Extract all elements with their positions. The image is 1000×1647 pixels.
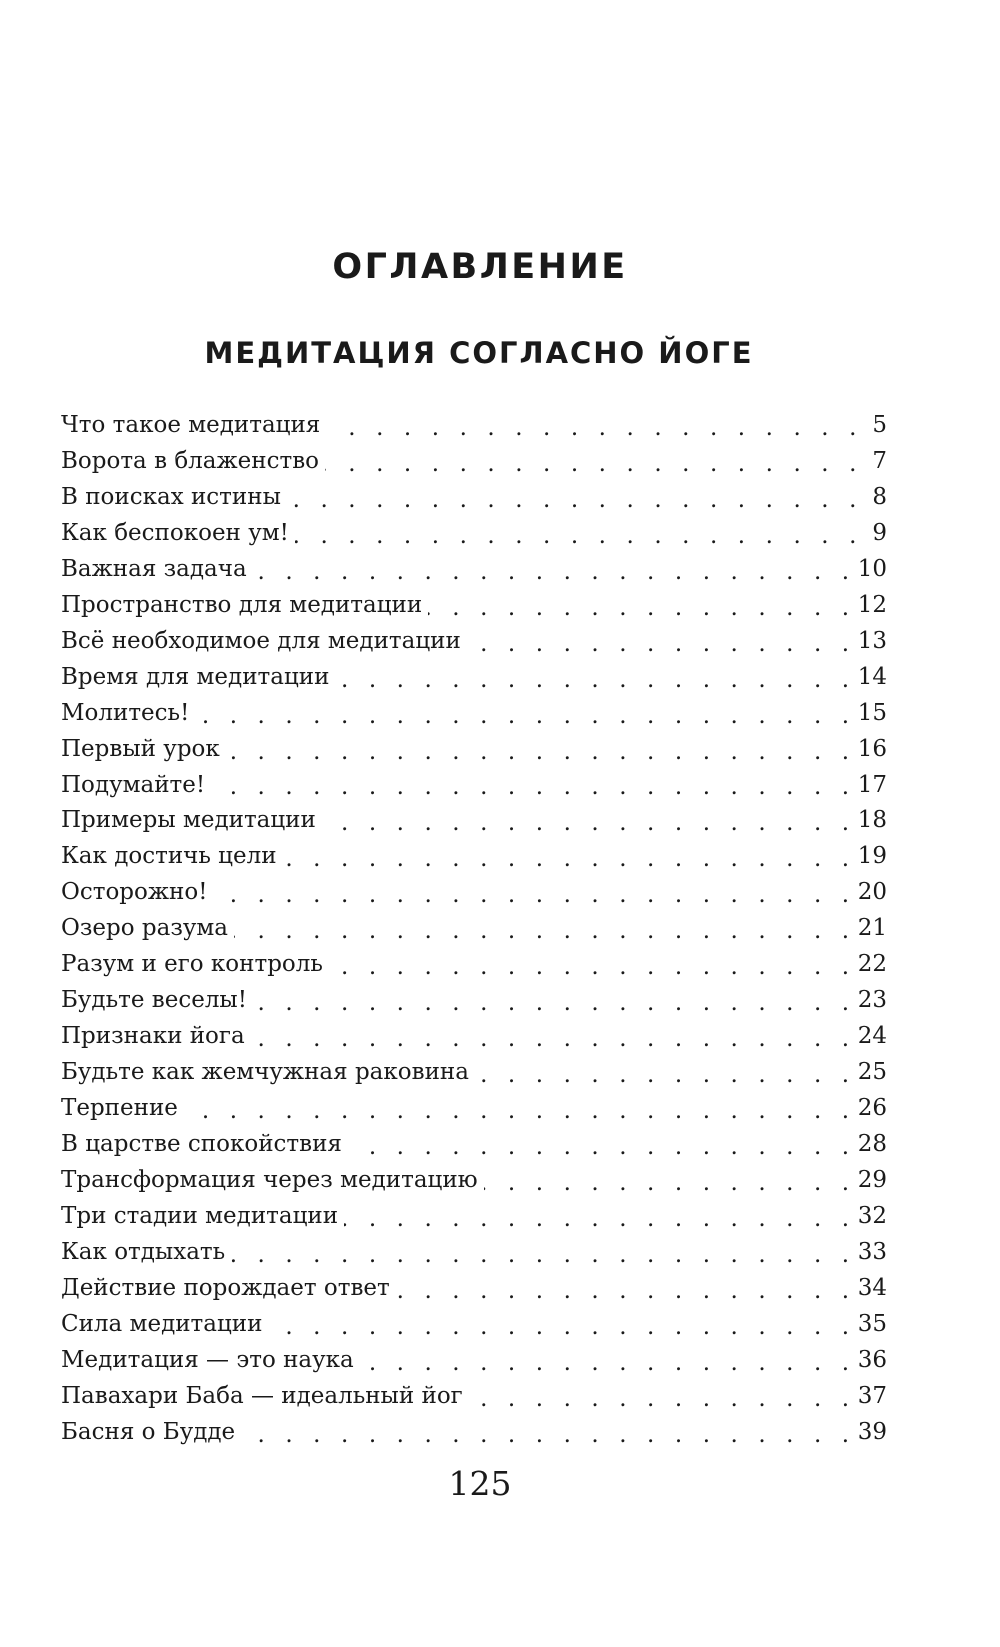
toc-entry-title: Время для медитации [61,662,335,692]
dot-leader [195,704,855,728]
toc-entry-page: 24 [857,1023,887,1050]
toc-entry [61,626,887,662]
dot-leader [322,811,856,835]
toc-entry-title: Ворота в блаженство [61,446,325,476]
toc-entry-title: Признаки йога [61,1021,251,1051]
dot-leader [325,452,863,476]
toc-entry-page: 26 [857,1095,887,1122]
toc-entry-page: 7 [872,447,887,474]
toc-entry [61,446,887,482]
toc-entry [61,1201,887,1237]
toc-entry-title: Примеры медитации [61,805,322,835]
toc-entry-title: В поисках истины [61,482,287,512]
toc-entry-title: Всё необходимое для медитации [61,626,467,656]
dot-leader [295,524,863,548]
dot-leader [226,740,856,764]
toc-entry-page: 9 [872,519,887,546]
toc-entry-page: 37 [857,1382,887,1409]
dot-leader [484,1171,856,1195]
toc-entry-title: Озеро разума [61,913,234,943]
toc-entry [61,1057,887,1093]
toc-entry-page: 20 [857,879,887,906]
toc-entry-page: 23 [857,987,887,1014]
toc-entry-page: 32 [857,1202,887,1229]
toc-entry [61,1093,887,1129]
toc-entry-page: 36 [857,1346,887,1373]
toc-entry-page: 22 [857,951,887,978]
toc-entry-page: 16 [857,735,887,762]
toc-entry-title: Медитация — это наука [61,1345,360,1375]
toc-entry-title: Трансформация через медитацию [61,1165,484,1195]
toc-entry-page: 34 [857,1274,887,1301]
toc-entry [61,1165,887,1201]
toc-entry [61,1417,887,1453]
page-number: 125 [448,1464,512,1503]
toc-entry-title: Важная задача [61,554,253,584]
toc-entry [61,554,887,590]
toc-entry-title: Терпение [61,1093,184,1123]
dot-leader [251,1027,856,1051]
toc-entry-title: Будьте как жемчужная раковина [61,1057,475,1087]
toc-entry-title: Басня о Будде [61,1417,241,1447]
dot-leader [469,1387,856,1411]
toc-entry [61,662,887,698]
toc-entry-page: 28 [857,1131,887,1158]
toc-entry-title: Осторожно! [61,877,213,907]
dot-leader [396,1279,856,1303]
dot-leader [475,1063,856,1087]
toc-entry-title: В царстве спокойствия [61,1129,348,1159]
toc-entry-title: Три стадии медитации [61,1201,344,1231]
dot-leader [211,775,856,799]
toc-entry [61,1273,887,1309]
contents-heading: ОГЛАВЛЕНИЕ [332,247,628,287]
dot-leader [241,1423,856,1447]
toc-entry-page: 25 [857,1059,887,1086]
toc-entry [61,1345,887,1381]
section-title: МЕДИТАЦИЯ СОГЛАСНО ЙОГЕ [204,336,754,370]
toc-entry-page: 15 [857,699,887,726]
toc-entry-title: Что такое медитация [61,410,326,440]
dot-leader [268,1315,855,1339]
toc-entry [61,949,887,985]
toc-entry-title: Пространство для медитации [61,590,428,620]
toc-entry-title: Молитесь! [61,698,195,728]
toc-entry [61,698,887,734]
dot-leader [213,883,855,907]
dot-leader [344,1207,856,1231]
toc-entry [61,410,887,446]
toc-entry-page: 12 [857,591,887,618]
toc-entry-page: 29 [857,1167,887,1194]
toc-entry-title: Как достичь цели [61,841,283,871]
dot-leader [253,991,856,1015]
dot-leader [253,560,856,584]
toc-entry [61,770,887,806]
toc-entry [61,590,887,626]
dot-leader [428,596,856,620]
toc-entry-title: Павахари Баба — идеальный йог [61,1381,469,1411]
toc-entry-page: 21 [857,915,887,942]
toc-entry [61,1381,887,1417]
dot-leader [348,1135,856,1159]
dot-leader [287,488,863,512]
toc-entry-title: Первый урок [61,734,226,764]
toc-entry-page: 39 [857,1418,887,1445]
toc-entry [61,734,887,770]
toc-entry-page: 5 [872,412,887,438]
toc-entry-title: Сила медитации [61,1309,268,1339]
toc-entry-title: Будьте веселы! [61,985,253,1015]
toc-entry-page: 10 [857,555,887,582]
toc-entry [61,841,887,877]
toc-entry [61,985,887,1021]
toc-entry [61,1021,887,1057]
toc-entry-page: 18 [857,807,887,834]
toc-entry-page: 17 [857,771,887,798]
toc-entry [61,1237,887,1273]
dot-leader [184,1099,856,1123]
dot-leader [231,1243,856,1267]
toc-entry-page: 13 [857,627,887,654]
toc-entry-page: 14 [857,663,887,690]
dot-leader [335,668,855,692]
toc-entry-title: Как беспокоен ум! [61,518,295,548]
dot-leader [283,847,856,871]
dot-leader [326,416,863,440]
toc-entry [61,482,887,518]
toc-entry-page: 33 [857,1238,887,1265]
toc-entry [61,805,887,841]
toc-entry [61,1309,887,1345]
toc-entry [61,877,887,913]
toc-entry-page: 8 [872,483,887,510]
toc-entry-title: Подумайте! [61,770,211,800]
table-of-contents [61,410,887,1453]
dot-leader [329,955,856,979]
toc-entry [61,913,887,949]
dot-leader [467,632,856,656]
toc-entry-page: 19 [857,843,887,870]
toc-entry-title: Как отдыхать [61,1237,231,1267]
dot-leader [234,919,856,943]
toc-entry-title: Разум и его контроль [61,949,329,979]
toc-entry [61,518,887,554]
dot-leader [360,1351,856,1375]
toc-entry [61,1129,887,1165]
toc-entry-title: Действие порождает ответ [61,1273,396,1303]
toc-entry-page: 35 [857,1310,887,1337]
